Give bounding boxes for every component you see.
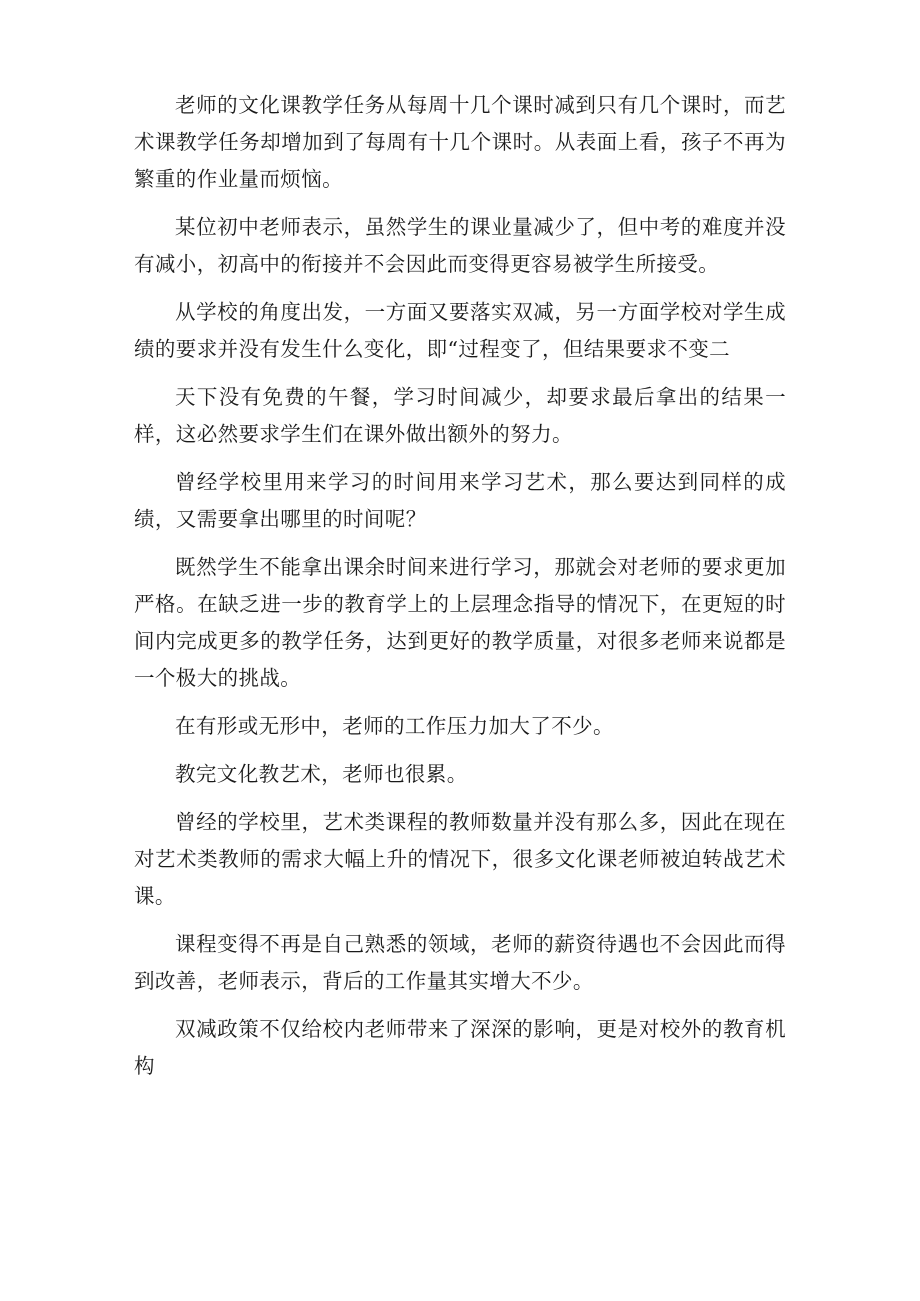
paragraph-8: 教完文化教艺术，老师也很累。 — [175, 762, 468, 786]
paragraph-5: 曾经学校里用来学习的时间用来学习艺术，那么要达到同样的成绩，又需要拿出哪里的时间呢？ — [134, 470, 786, 531]
paragraph-4: 天下没有免费的午餐，学习时间减少，却要求最后拿出的结果一样，这必然要求学生们在课外做出额外的努力。 — [134, 385, 786, 446]
paragraph-1: 老师的文化课教学任务从每周十几个课时减到只有几个课时，而艺术课教学任务却增加到了每周有十几个课时。从表面上看，孩子不再为繁重的作业量而烦恼。 — [134, 93, 786, 191]
paragraph-10: 课程变得不再是自己熟悉的领域，老师的薪资待遇也不会因此而得到改善，老师表示，背后的工作量其实增大不少。 — [134, 932, 786, 993]
paragraph-3: 从学校的角度出发，一方面又要落实双减，另一方面学校对学生成绩的要求并没有发生什么变化，即“过程变了，但结果要求不变二 — [134, 300, 786, 361]
paragraph-11: 双减政策不仅给校内老师带来了深深的影响，更是对校外的教育机构 — [134, 1017, 786, 1078]
paragraph-7: 在有形或无形中，老师的工作压力加大了不少。 — [175, 714, 614, 738]
paragraph-2: 某位初中老师表示，虽然学生的课业量减少了，但中考的难度并没有减小，初高中的衔接并不会因此而变得更容易被学生所接受。 — [134, 215, 786, 276]
paragraph-9: 曾经的学校里，艺术类课程的教师数量并没有那么多，因此在现在对艺术类教师的需求大幅上升的情况下，很多文化课老师被迫转战艺术课。 — [134, 810, 786, 908]
document-body — [134, 87, 786, 1096]
paragraph-6: 既然学生不能拿出课余时间来进行学习，那就会对老师的要求更加严格。在缺乏进一步的教育学上的上层理念指导的情况下，在更短的时间内完成更多的教学任务，达到更好的教学质量，对很多老师来说都是一个极大的挑战。 — [134, 555, 786, 690]
